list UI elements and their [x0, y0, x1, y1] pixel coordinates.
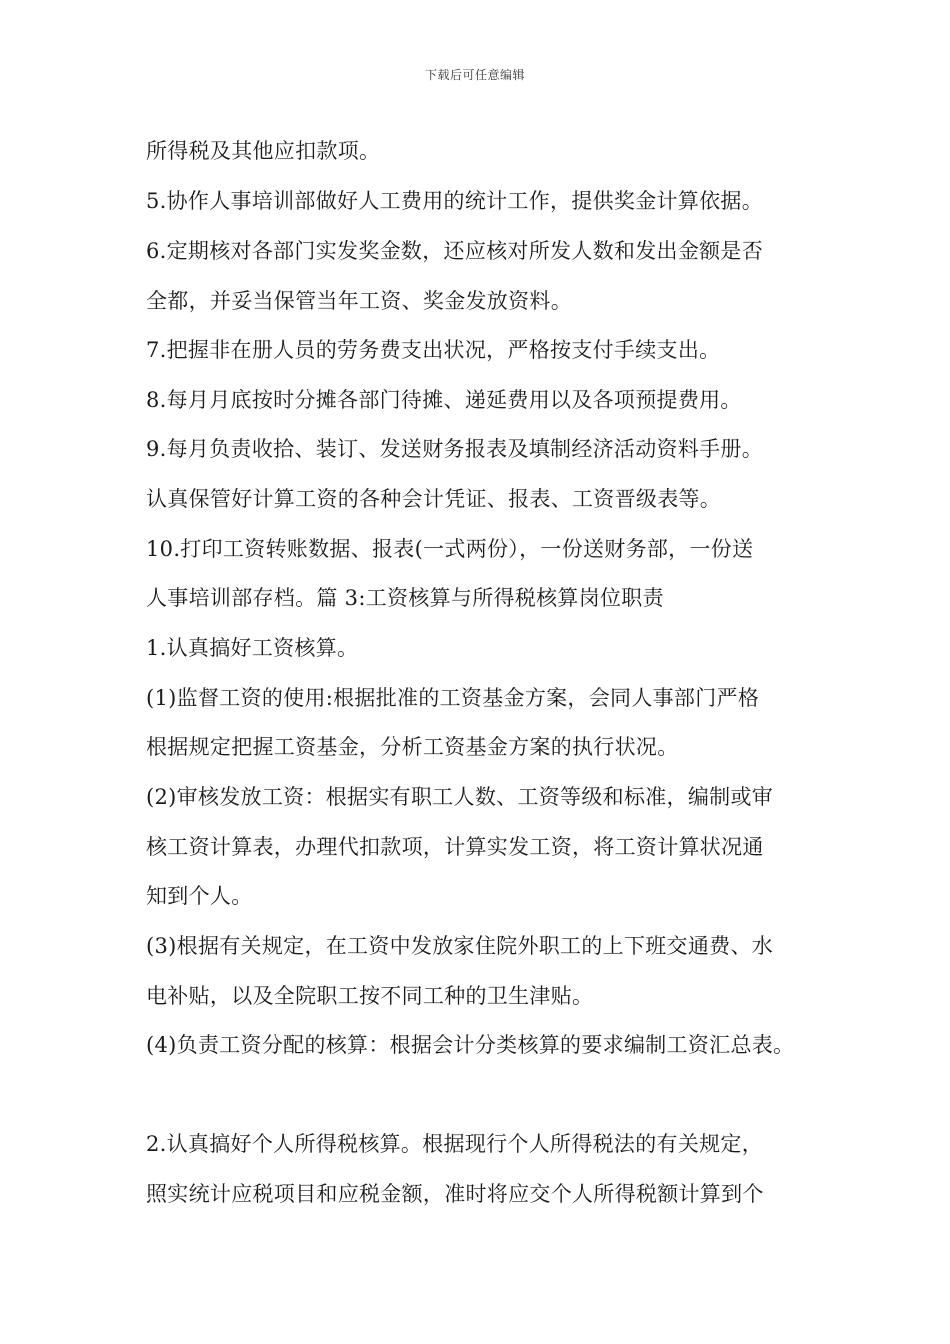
text-line: 全都，并妥当保管当年工资、奖金发放资料。: [146, 289, 572, 313]
text-line: 人事培训部存档。篇 3:工资核算与所得税核算岗位职责: [146, 586, 664, 610]
text-line: 8.每月月底按时分摊各部门待摊、递延费用以及各项预提费用。: [146, 388, 742, 412]
text-line: (2)审核发放工资：根据实有职工人数、工资等级和标准，编制或审: [146, 785, 774, 809]
text-line: 知到个人。: [146, 884, 253, 908]
text-line: 6.定期核对各部门实发奖金数，还应核对所发人数和发出金额是否: [146, 239, 764, 263]
text-line: 10.打印工资转账数据、报表(一式两份），一份送财务部，一份送: [146, 537, 754, 561]
text-line: 照实统计应税项目和应税金额，准时将应交个人所得税额计算到个: [146, 1182, 764, 1206]
page-header: 下载后可任意编辑: [424, 68, 525, 82]
text-line: 根据规定把握工资基金，分析工资基金方案的执行状况。: [146, 735, 679, 759]
text-line: 2.认真搞好个人所得税核算。根据现行个人所得税法的有关规定，: [146, 1132, 764, 1156]
text-line: 1.认真搞好工资核算。: [146, 636, 359, 660]
text-line: (3)根据有关规定，在工资中发放家住院外职工的上下班交通费、水: [146, 934, 774, 958]
text-line: 认真保管好计算工资的各种会计凭证、报表、工资晋级表等。: [146, 487, 722, 511]
text-line: 核工资计算表，办理代扣款项，计算实发工资，将工资计算状况通: [146, 835, 764, 859]
text-line: 5.协作人事培训部做好人工费用的统计工作，提供奖金计算依据。: [146, 189, 764, 213]
text-line: (1)监督工资的使用:根据批准的工资基金方案，会同人事部门严格: [146, 686, 760, 710]
text-line: 电补贴，以及全院职工按不同工种的卫生津贴。: [146, 984, 594, 1008]
text-line: 所得税及其他应扣款项。: [146, 139, 381, 163]
text-line: 9.每月负责收拾、装订、发送财务报表及填制经济活动资料手册。: [146, 437, 764, 461]
text-line: (4)负责工资分配的核算：根据会计分类核算的要求编制工资汇总表。: [146, 1033, 795, 1057]
text-line: 7.把握非在册人员的劳务费支出状况，严格按支付手续支出。: [146, 338, 721, 362]
